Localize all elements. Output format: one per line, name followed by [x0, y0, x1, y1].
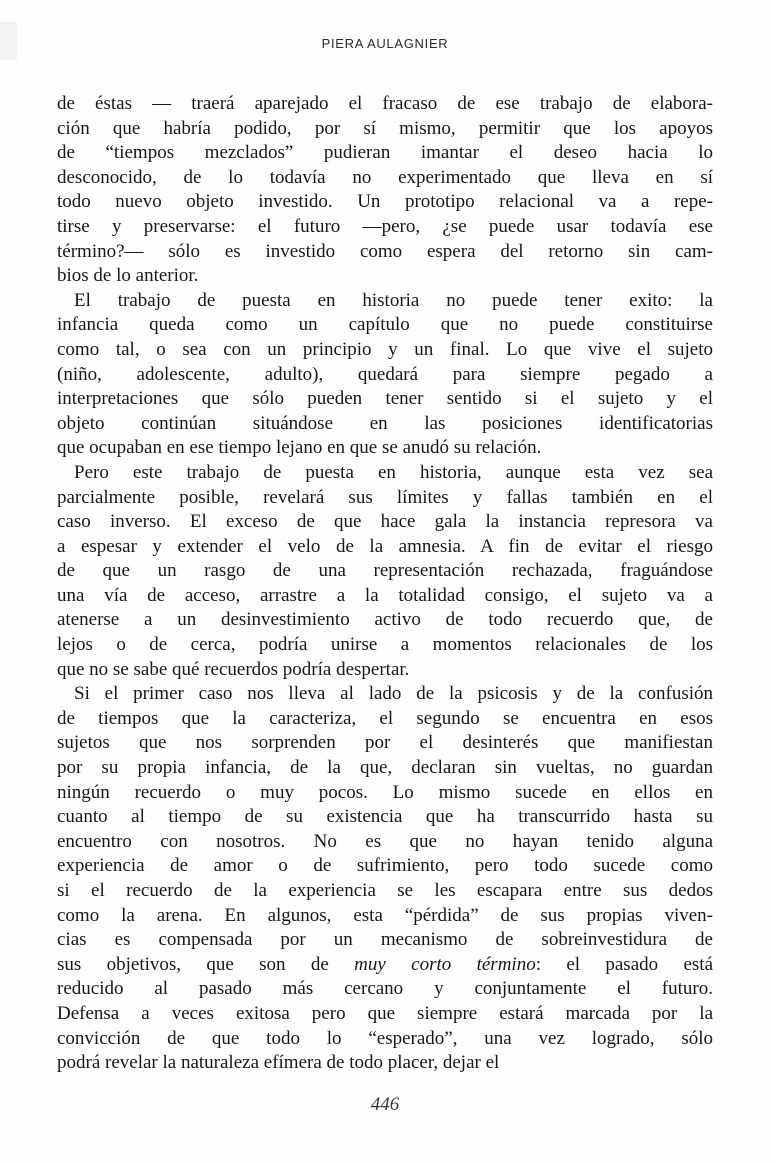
- text-line: sujetos que nos sorprenden por el desinterés que manifiestan: [57, 732, 713, 754]
- text-line: de tiempos que la caracteriza, el segundo se encuentra en esos: [57, 707, 713, 729]
- text-line: infancia queda como un capítulo que no puede constituirse: [57, 314, 713, 336]
- text-line: Defensa a veces exitosa pero que siempre estará marcada por la: [57, 1002, 713, 1024]
- text-line: Si el primer caso nos lleva al lado de la psicosis y de la confusión: [74, 683, 713, 705]
- text-line: todo nuevo objeto investido. Un prototipo relacional va a repe-: [57, 191, 713, 213]
- text-line: atenerse a un desinvestimiento activo de todo recuerdo que, de: [57, 609, 713, 631]
- scan-artifact: [0, 22, 17, 60]
- text-line: interpretaciones que sólo pueden tener sentido si el sujeto y el: [57, 388, 713, 410]
- body-text: [57, 92, 713, 1076]
- text-line: ción que habría podido, por sí mismo, permitir que los apoyos: [57, 117, 713, 139]
- text-line: parcialmente posible, revelará sus límites y fallas también en el: [57, 486, 713, 508]
- text-line: El trabajo de puesta en historia no puede tener exito: la: [74, 289, 713, 311]
- text-line: caso inverso. El exceso de que hace gala la instancia represora va: [57, 511, 713, 533]
- text-segment: sus objetivos, que son de: [57, 953, 355, 975]
- page-number: 446: [370, 1094, 400, 1115]
- text-line: cias es compensada por un mecanismo de sobreinvestidura de: [57, 929, 713, 951]
- text-line: a espesar y extender el velo de la amnesia. A fin de evitar el riesgo: [57, 535, 713, 557]
- text-line: una vía de acceso, arrastre a la totalidad consigo, el sujeto va a: [57, 584, 713, 606]
- text-line: bios de lo anterior.: [57, 265, 199, 287]
- text-line: cuanto al tiempo de su existencia que ha transcurrido hasta su: [57, 806, 713, 828]
- text-line: experiencia de amor o de sufrimiento, pero todo sucede como: [57, 855, 713, 877]
- text-line: objeto continúan situándose en las posiciones identificatorias: [57, 412, 713, 434]
- text-line: de “tiempos mezclados” pudieran imantar el deseo hacia lo: [57, 142, 713, 164]
- italic-phrase: muy corto término: [354, 953, 536, 975]
- text-line: que no se sabe qué recuerdos podría despertar.: [57, 658, 410, 680]
- text-line: término?— sólo es investido como espera del retorno sin cam-: [57, 240, 713, 262]
- text-line: de éstas — traerá aparejado el fracaso de ese trabajo de elabora-: [57, 93, 713, 114]
- text-line: tirse y preservarse: el futuro —pero, ¿se puede usar todavía ese: [57, 215, 713, 237]
- text-line: que ocupaban en ese tiempo lejano en que se anudó su relación.: [57, 437, 542, 459]
- text-segment: : el pasado está: [535, 953, 713, 975]
- text-line: [57, 953, 713, 978]
- text-line: podrá revelar la naturaleza efímera de todo placer, dejar el: [57, 1052, 500, 1074]
- text-line: desconocido, de lo todavía no experimentado que lleva en sí: [57, 166, 713, 188]
- text-line: (niño, adolescente, adulto), quedará para siempre pegado a: [57, 363, 713, 385]
- text-line: lejos o de cerca, podría unirse a momentos relacionales de los: [57, 634, 713, 656]
- text-line: si el recuerdo de la experiencia se les escapara entre sus dedos: [57, 880, 713, 901]
- running-header: PIERA AULAGNIER: [321, 36, 449, 51]
- text-line: ningún recuerdo o muy pocos. Lo mismo sucede en ellos en: [57, 781, 713, 803]
- text-line: convicción de que todo lo “esperado”, una vez logrado, sólo: [57, 1027, 713, 1049]
- text-line: como tal, o sea con un principio y un final. Lo que vive el sujeto: [57, 338, 713, 360]
- text-line: por su propia infancia, de la que, declaran sin vueltas, no guardan: [57, 757, 713, 779]
- text-line: como la arena. En algunos, esta “pérdida” de sus propias viven-: [57, 904, 713, 926]
- text-line: encuentro con nosotros. No es que no hayan tenido alguna: [57, 830, 713, 852]
- text-line: de que un rasgo de una representación rechazada, fraguándose: [57, 560, 713, 582]
- text-line: Pero este trabajo de puesta en historia, aunque esta vez sea: [74, 461, 713, 483]
- text-line: reducido al pasado más cercano y conjuntamente el futuro.: [57, 978, 713, 1000]
